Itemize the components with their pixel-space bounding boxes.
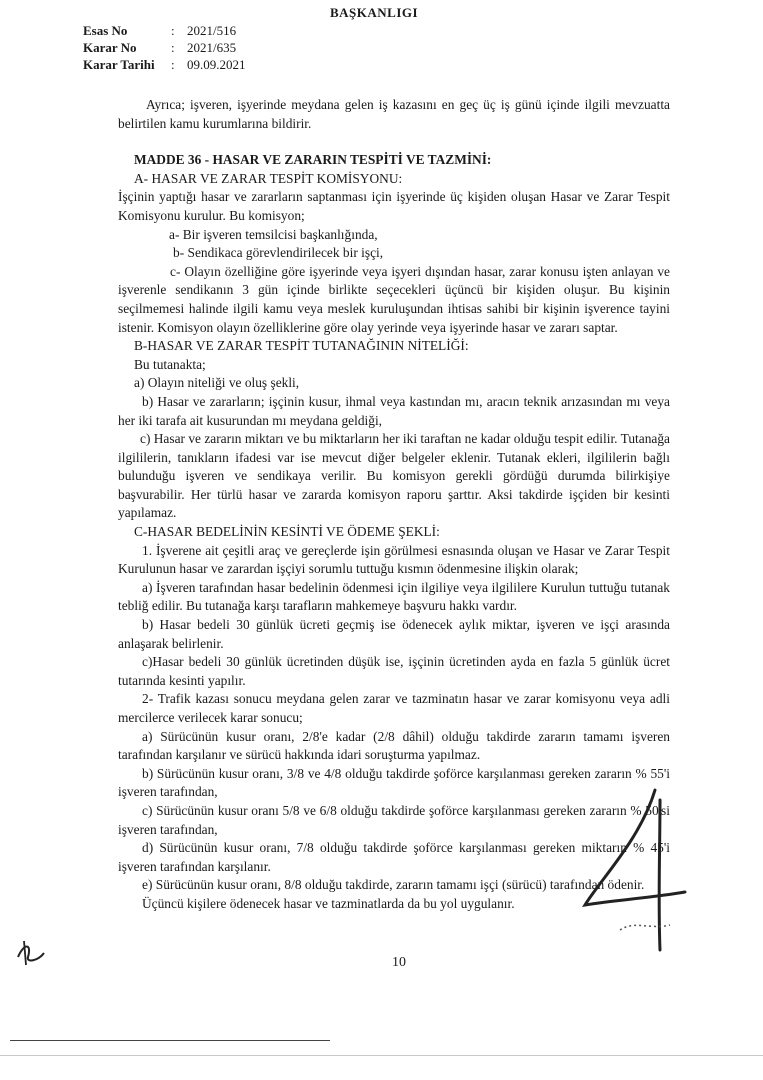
esas-value: 2021/516 (187, 23, 237, 38)
section-b-item-b: b) Hasar ve zararların; işçinin kusur, ihmal veya kastından mı, aracın teknik arızasından mı veya her iki tarafa ait kusurundan mı meydana geldiği, (118, 393, 670, 428)
section-c-heading: C-HASAR BEDELİNİN KESİNTİ VE ÖDEME ŞEKLİ: (134, 524, 440, 540)
initials-mark (14, 935, 48, 969)
header-org: BAŞKANLIGI (330, 5, 419, 20)
sep: : (171, 40, 175, 55)
closing-paragraph: Üçüncü kişilere ödenecek hasar ve tazminatlarda da bu yol uygulanır. (142, 895, 515, 911)
esas-label: Esas No (83, 23, 128, 38)
sep: : (171, 23, 175, 38)
sep: : (171, 57, 175, 72)
tarih-label: Karar Tarihi (83, 57, 155, 72)
intro-paragraph: Ayrıca; işveren, işyerinde meydana gelen iş kazasını en geç üç iş günü içinde ilgili mevzuatta belirtilen kamu kurumlarına bildirir. (118, 97, 670, 131)
section-c-item-2c: c) Sürücünün kusur oranı 5/8 ve 6/8 olduğu takdirde şoförce karşılanması gereken zararın % 50'si işveren tarafından, (118, 802, 670, 837)
section-c-item-1a: a) İşveren tarafından hasar bedelinin ödenmesi için ilgiliye veya ilgililere Kurulun tuttuğu tutanak tebliğ edilir. Bu tutanağa karşı tarafların mahkemeye başvuru hakkı vardır. (118, 579, 670, 614)
divider-line (10, 1040, 330, 1041)
section-c-item-2b: b) Sürücünün kusur oranı, 3/8 ve 4/8 olduğu takdirde şoförce karşılanması gereken zararın % 55'i işveren tarafından, (118, 765, 670, 800)
bottom-rule (0, 1055, 763, 1056)
tarih-value: 09.09.2021 (187, 57, 246, 72)
section-a-item-b: b- Sendikaca görevlendirilecek bir işçi, (173, 245, 384, 261)
section-b-intro: Bu tutanakta; (134, 356, 206, 372)
section-b-item-c: c) Hasar ve zararın miktarı ve bu miktarların her iki taraftan ne kadar olduğu tespit edilir. Tutanağa ilgililerin, tanıkların ifadesi var ise mevcut diğer belgeler eklenir. Tutanak ekleri, ilgililerin bağlı bulunduğu işveren ve sendikaya verilir. Bu komisyon gerekli gördüğü durumda bilirkişiye başvurabilir. Her türlü hasar ve zararda komisyon raporu şarttır. Aksi takdirde işçiden bir kesinti yapılamaz. (118, 431, 670, 521)
section-a-heading: A- HASAR VE ZARAR TESPİT KOMİSYONU: (134, 170, 403, 186)
section-c-item-1b: b) Hasar bedeli 30 günlük ücreti geçmiş ise ödenecek aylık miktar, işveren ve işçi arasında anlaşarak belirlenir. (118, 617, 670, 651)
section-c-item-2a: a) Sürücünün kusur oranı, 2/8'e kadar (2/8 dâhil) olduğu takdirde zararın tamamı işveren tarafından karşılanır ve sürücü hakkında idari soruşturma yapılmaz. (118, 728, 670, 763)
section-c-item-1c: c)Hasar bedeli 30 günlük ücretinden düşük ise, işçinin ücretinden ayda en fazla 5 günlük ücret tutarında kesinti yapılır. (118, 654, 670, 688)
section-a-item-c: c- Olayın özelliğine göre işyerinde veya işyeri dışından hasar, zarar konusu işten anlayan ve işverenle sendikanın 3 gün içinde birlikte seçecekleri üçüncü bir kişiden oluşur. Bu kişinin seçilmemesi halinde ilgili kamu veya meslek kuruluşundan ihtisas sahibi bir kişinin işverence tayini istenir. Komisyon olayın özelliklerine göre olay yerinde veya işyerinde hasar ve zararı saptar. (118, 263, 670, 335)
section-c-item-2: 2- Trafik kazası sonucu meydana gelen zarar ve tazminatın hasar ve zarar komisyonu veya adli mercilerce verilecek karar sonucu; (118, 691, 670, 725)
section-c-item-2d: d) Sürücünün kusur oranı, 7/8 olduğu takdirde şoförce karşılanması gereken miktarın % 45'i işveren tarafından karşılanır. (118, 840, 670, 874)
case-meta (83, 22, 246, 73)
section-a-item-a: a- Bir işveren temsilcisi başkanlığında, (169, 226, 378, 242)
section-b-item-a: a) Olayın niteliği ve oluş şekli, (134, 375, 300, 391)
section-c-item-2e: e) Sürücünün kusur oranı, 8/8 olduğu takdirde, zararın tamamı işçi (sürücü) tarafından ödenir. (142, 877, 645, 893)
section-c-item-1: 1. İşverene ait çeşitli araç ve gereçlerde işin görülmesi esnasında oluşan ve Hasar ve Zarar Tespit Kurulunun hasar ve zarardan işçiyi sorumlu tuttuğu kısmın ödenmesine ilişkin olarak; (118, 542, 670, 577)
section-a-paragraph: İşçinin yaptığı hasar ve zararların saptanması için işyerinde üç kişiden oluşan Hasar ve Zarar Tespit Komisyonu kurulur. Bu komisyon; (118, 189, 670, 223)
page-number: 10 (392, 955, 406, 970)
article-title: MADDE 36 - HASAR VE ZARARIN TESPİTİ VE TAZMİNİ: (134, 152, 492, 168)
signature-mark (560, 780, 710, 960)
karar-value: 2021/635 (187, 40, 237, 55)
karar-label: Karar No (83, 40, 137, 55)
section-b-heading: B-HASAR VE ZARAR TESPİT TUTANAĞININ NİTELİĞİ: (134, 338, 469, 354)
